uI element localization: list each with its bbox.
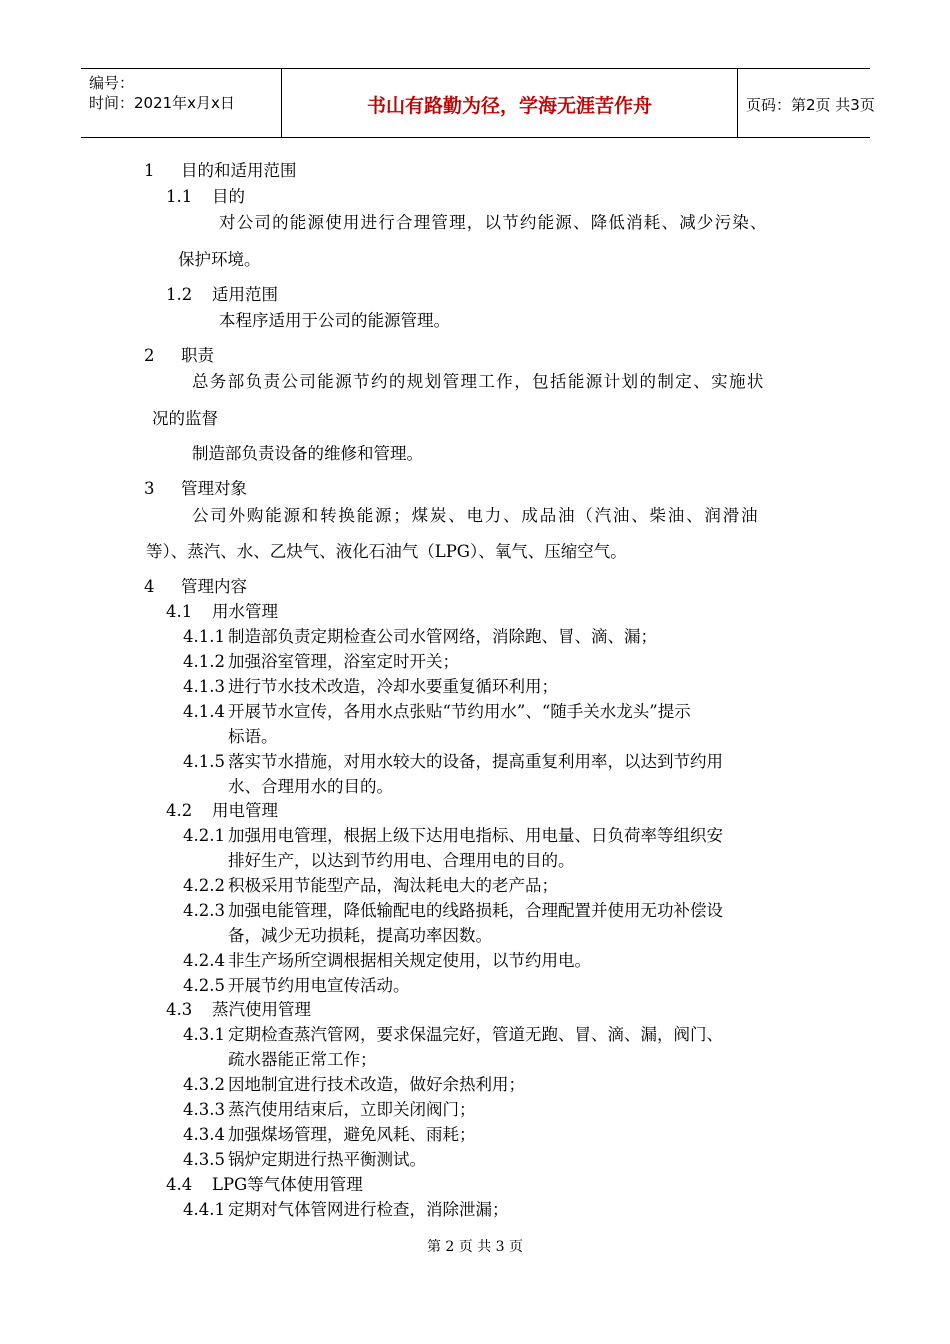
item-text: 开展节约用电宣传活动。: [228, 976, 410, 995]
paragraph-line: 对公司的能源使用进行合理管理，以节约能源、降低消耗、减少污染、: [219, 213, 768, 232]
item-number: 4.2.5: [183, 976, 225, 995]
list-item: [183, 950, 591, 972]
paragraph-line: 制造部负责设备的维修和管理。: [192, 444, 423, 463]
header-motto-cell: [282, 69, 738, 137]
section-heading: [144, 160, 297, 182]
item-text: 锅炉定期进行热平衡测试。: [228, 1150, 426, 1169]
section-number: 1: [144, 161, 155, 180]
item-number: 4.1.1: [183, 627, 225, 646]
section-number: 3: [144, 479, 155, 498]
item-number: 4.4.1: [183, 1200, 225, 1219]
item-text: 非生产场所空调根据相关规定使用，以节约用电。: [228, 951, 591, 970]
document-date: 时间：2021年x月x日: [89, 94, 235, 112]
item-number: 4.3.4: [183, 1125, 225, 1144]
item-text: 落实节水措施，对用水较大的设备，提高重复利用率，以达到节约用: [228, 752, 723, 771]
subsection-title: 蒸汽使用管理: [212, 1000, 311, 1019]
paragraph-line: 本程序适用于公司的能源管理。: [219, 311, 450, 330]
header-info-cell: [81, 69, 282, 137]
item-number: 4.3.1: [183, 1025, 225, 1044]
header-page-code: 页码：第2页 共3页: [746, 96, 875, 114]
item-continuation: 备，减少无功损耗，提高功率因数。: [228, 926, 492, 945]
list-item: [183, 751, 723, 773]
header-motto: 书山有路勤为径，学海无涯苦作舟: [366, 95, 652, 117]
item-number: 4.2.1: [183, 826, 225, 845]
subsection-number: 1.1: [166, 187, 193, 206]
page-footer: 第 2 页 共 3 页: [426, 1239, 524, 1255]
subsection-title: 目的: [212, 187, 245, 206]
item-text: 定期对气体管网进行检查，消除泄漏；: [228, 1200, 509, 1219]
subsection-number: 1.2: [166, 285, 193, 304]
list-item: [183, 900, 723, 922]
item-text: 加强浴室管理，浴室定时开关；: [228, 652, 459, 671]
list-item: [183, 825, 723, 847]
item-text: 加强电能管理，降低输配电的线路损耗，合理配置并使用无功补偿设: [228, 901, 723, 920]
item-continuation: 水、合理用水的目的。: [228, 777, 393, 796]
item-number: 4.1.5: [183, 752, 225, 771]
item-continuation: 疏水器能正常工作；: [228, 1050, 377, 1069]
item-continuation: 排好生产，以达到节约用电、合理用电的目的。: [228, 851, 575, 870]
paragraph-line: 总务部负责公司能源节约的规划管理工作，包括能源计划的制定、实施状: [192, 372, 765, 391]
section-heading: [144, 345, 214, 367]
item-text: 制造部负责定期检查公司水管网络，消除跑、冒、滴、漏；: [228, 627, 657, 646]
subsection-number: 4.2: [166, 801, 193, 820]
paragraph-line: 保护环境。: [178, 250, 261, 269]
list-item: [183, 875, 558, 897]
item-number: 4.1.2: [183, 652, 225, 671]
page-header: [81, 68, 875, 138]
list-item: [183, 701, 691, 723]
paragraph-line: 公司外购能源和转换能源；煤炭、电力、成品油（汽油、柴油、润滑油: [192, 506, 760, 525]
list-item: [183, 975, 410, 997]
section-number: 4: [144, 577, 155, 596]
section-heading: [144, 576, 247, 598]
list-item: [183, 651, 459, 673]
paragraph-line: 况的监督: [152, 409, 218, 428]
header-page-cell: [738, 69, 875, 137]
item-text: 因地制宜进行技术改造，做好余热利用；: [228, 1075, 525, 1094]
list-item: [183, 1074, 525, 1096]
item-number: 4.3.5: [183, 1150, 225, 1169]
item-text: 蒸汽使用结束后，立即关闭阀门；: [228, 1100, 476, 1119]
item-number: 4.2.4: [183, 951, 225, 970]
item-text: 加强用电管理，根据上级下达用电指标、用电量、日负荷率等组织安: [228, 826, 723, 845]
subsection-heading: [166, 800, 278, 822]
subsection-number: 4.1: [166, 602, 193, 621]
item-number: 4.3.2: [183, 1075, 225, 1094]
section-number: 2: [144, 346, 155, 365]
list-item: [183, 1199, 509, 1221]
list-item: [183, 1149, 426, 1171]
item-text: 积极采用节能型产品，淘汰耗电大的老产品；: [228, 876, 558, 895]
document-number-label: 编号：: [89, 74, 135, 92]
subsection-title: 用电管理: [212, 801, 278, 820]
section-heading: [144, 478, 247, 500]
subsection-title: 适用范围: [212, 285, 278, 304]
section-title: 目的和适用范围: [181, 161, 297, 180]
subsection-heading: [166, 186, 245, 208]
item-text: 进行节水技术改造，冷却水要重复循环利用；: [228, 677, 558, 696]
subsection-number: 4.3: [166, 1000, 193, 1019]
list-item: [183, 676, 558, 698]
subsection-heading: [166, 1174, 363, 1196]
item-text: 开展节水宣传，各用水点张贴“节约用水”、“随手关水龙头”提示: [228, 702, 691, 721]
subsection-heading: [166, 601, 278, 623]
item-number: 4.3.3: [183, 1100, 225, 1119]
item-text: 加强煤场管理，避免风耗、雨耗；: [228, 1125, 476, 1144]
subsection-heading: [166, 999, 311, 1021]
subsection-heading: [166, 284, 278, 306]
subsection-title: 用水管理: [212, 602, 278, 621]
list-item: [183, 1124, 476, 1146]
item-number: 4.2.2: [183, 876, 225, 895]
section-title: 管理内容: [181, 577, 247, 596]
section-title: 管理对象: [181, 479, 247, 498]
list-item: [183, 1024, 723, 1046]
item-number: 4.1.3: [183, 677, 225, 696]
item-number: 4.2.3: [183, 901, 225, 920]
paragraph-line: 等）、蒸汽、水、乙炔气、液化石油气（LPG）、氧气、压缩空气。: [146, 542, 627, 561]
section-title: 职责: [181, 346, 214, 365]
subsection-number: 4.4: [166, 1175, 193, 1194]
list-item: [183, 1099, 476, 1121]
list-item: [183, 626, 657, 648]
item-continuation: 标语。: [228, 727, 278, 746]
subsection-title: LPG等气体使用管理: [212, 1175, 363, 1194]
item-number: 4.1.4: [183, 702, 225, 721]
item-text: 定期检查蒸汽管网，要求保温完好，管道无跑、冒、滴、漏，阀门、: [228, 1025, 723, 1044]
